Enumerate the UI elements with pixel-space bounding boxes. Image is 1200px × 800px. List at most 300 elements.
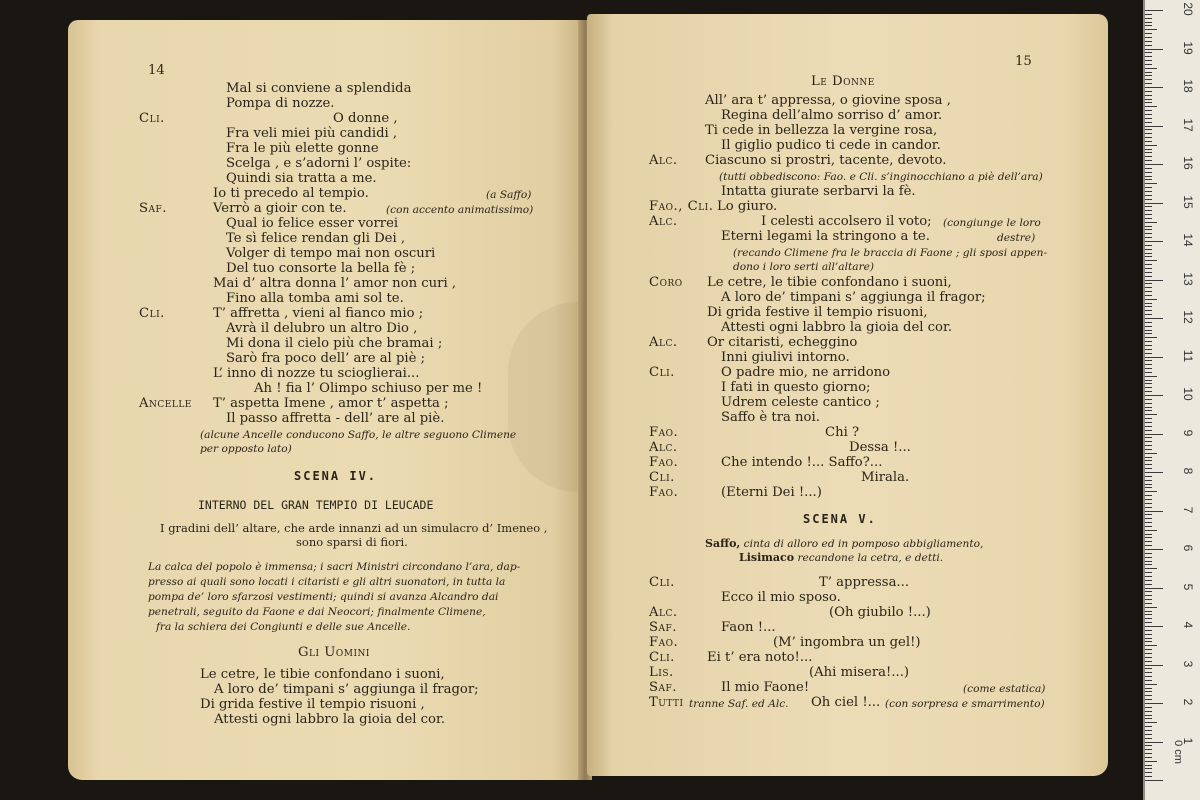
ruler-number: 12	[1181, 310, 1195, 324]
page-number-right: 15	[1015, 54, 1032, 69]
ruler-number: 9	[1181, 429, 1195, 436]
ruler-tick	[1145, 622, 1152, 623]
speaker-label: Cli.	[139, 111, 165, 126]
verse-line: I celesti accolsero il voto;	[761, 214, 932, 229]
ruler-tick	[1145, 645, 1157, 646]
ruler-tick	[1145, 187, 1152, 188]
ruler-tick	[1145, 272, 1152, 273]
ruler-tick	[1145, 29, 1157, 30]
setting-title: INTERNO DEL GRAN TEMPIO DI LEUCADE	[198, 498, 434, 512]
ruler-tick	[1145, 368, 1152, 369]
ruler-tick	[1145, 722, 1157, 723]
ruler-tick	[1145, 10, 1163, 11]
ruler-tick	[1145, 734, 1152, 735]
stage-direction: presso ai quali sono locati i citaristi e gli altri suonatori, in tutta la	[148, 576, 506, 588]
scene-desc-text: recandone la cetra, e detti.	[794, 552, 944, 564]
ruler-tick	[1145, 353, 1152, 354]
stage-direction: penetrali, seguito da Faone e dai Neocori; finalmente Climene,	[148, 606, 486, 618]
verse-line: Udrem celeste cantico ;	[721, 395, 880, 410]
speaker-label: Cli.	[649, 365, 675, 380]
ruler-tick	[1145, 414, 1157, 415]
speaker-label: Saf.	[649, 620, 677, 635]
scene-title: SCENA V.	[803, 512, 877, 526]
verse-line: Or citaristi, echeggino	[707, 335, 858, 350]
verse-line: Le cetre, le tibie confondano i suoni,	[707, 275, 952, 290]
ruler-tick	[1145, 772, 1152, 773]
ruler-tick	[1145, 572, 1152, 573]
chorus-line: Di grida festive il tempio risuoni ,	[200, 697, 425, 712]
ruler-tick	[1145, 164, 1163, 165]
ruler-tick	[1145, 641, 1152, 642]
ruler-tick	[1145, 237, 1152, 238]
speaker-label: Cli.	[139, 306, 165, 321]
verse-line: Eterni legami la stringono a te.	[721, 229, 930, 244]
ruler-number: 6	[1181, 544, 1195, 552]
ruler-tick	[1145, 630, 1152, 631]
ruler-tick	[1145, 72, 1152, 73]
ruler-tick	[1145, 172, 1152, 173]
ruler-tick	[1145, 295, 1152, 296]
ruler-tick	[1145, 391, 1152, 392]
ruler-tick	[1145, 133, 1152, 134]
verse-line: O padre mio, ne arridono	[721, 365, 891, 380]
ruler-tick	[1145, 599, 1152, 600]
ruler-tick	[1145, 380, 1152, 381]
ruler-tick	[1145, 757, 1152, 758]
ruler-tick	[1145, 765, 1152, 766]
stage-note: (con sorpresa e smarrimento)	[885, 698, 1045, 710]
ruler-tick	[1145, 591, 1152, 592]
ruler-tick	[1145, 245, 1152, 246]
ruler-tick	[1145, 672, 1152, 673]
ruler-tick	[1145, 549, 1163, 550]
ruler-tick	[1145, 668, 1152, 669]
ruler-tick	[1145, 534, 1152, 535]
ruler-number: 1	[1181, 737, 1195, 744]
speaker-label: Cli.	[649, 470, 675, 485]
ruler-number: 8	[1181, 467, 1195, 475]
verse-line: (M’ ingombra un gel!)	[773, 635, 921, 650]
ruler-tick	[1145, 326, 1152, 327]
speaker-label: Ancelle	[139, 396, 192, 411]
ruler-tick	[1145, 588, 1163, 589]
stage-direction: fra la schiera dei Congiunti e delle sue Ancelle.	[156, 621, 411, 633]
ruler-tick	[1145, 210, 1152, 211]
ruler-tick	[1145, 306, 1152, 307]
chorus-line: A loro de’ timpani s’ aggiunga il fragor;	[214, 682, 479, 697]
ruler-tick	[1145, 345, 1152, 346]
ruler-tick	[1145, 680, 1152, 681]
ruler-tick	[1145, 276, 1152, 277]
ruler-tick	[1145, 665, 1163, 666]
chorus-title: Gli Uomini	[298, 645, 370, 660]
verse-line: Mal si conviene a splendida	[226, 81, 412, 96]
right-page	[587, 14, 1108, 776]
verse-line: Fino alla tomba ami sol te.	[226, 291, 404, 306]
setting-desc: I gradini dell’ altare, che arde innanzi ad un simulacro d’ Imeneo ,	[160, 521, 548, 535]
ruler-tick	[1145, 22, 1152, 23]
stage-note: (recando Climene fra le braccia di Faone ; gli sposi appen-	[733, 247, 1048, 259]
ruler-tick	[1145, 102, 1152, 103]
verse-line: Del tuo consorte la bella fè ;	[226, 261, 416, 276]
ruler-tick	[1145, 399, 1152, 400]
ruler-number: 7	[1181, 506, 1195, 513]
ruler-tick	[1145, 418, 1152, 419]
ruler-tick	[1145, 56, 1152, 57]
ruler-tick	[1145, 657, 1152, 658]
ruler-tick	[1145, 476, 1152, 477]
ruler-tick	[1145, 653, 1152, 654]
ruler-tick	[1145, 584, 1152, 585]
ruler-tick	[1145, 126, 1163, 127]
ruler-tick	[1145, 191, 1152, 192]
verse-line: Quindi sia tratta a me.	[226, 171, 377, 186]
ruler-number: 15	[1181, 194, 1195, 209]
ruler-tick	[1145, 160, 1152, 161]
ruler-tick	[1145, 607, 1157, 608]
ruler-tick	[1145, 226, 1152, 227]
ruler-tick	[1145, 441, 1152, 442]
ruler-tick	[1145, 206, 1152, 207]
verse-line: Oh ciel !...	[811, 695, 881, 710]
ruler-tick	[1145, 511, 1163, 512]
ruler-tick	[1145, 33, 1152, 34]
ruler-tick	[1145, 761, 1157, 762]
ruler-tick	[1145, 256, 1152, 257]
ruler-tick	[1145, 545, 1152, 546]
ruler-tick	[1145, 491, 1157, 492]
ruler-tick	[1145, 749, 1152, 750]
ruler-tick	[1145, 568, 1157, 569]
setting-desc: sono sparsi di fiori.	[296, 535, 408, 549]
verse-line: Scelga , e s’adorni l’ ospite:	[226, 156, 412, 171]
ruler-tick	[1145, 387, 1152, 388]
verse-line: Mi dona il cielo più che bramai ;	[226, 336, 443, 351]
ruler-tick	[1145, 649, 1152, 650]
ruler-tick	[1145, 395, 1163, 396]
ruler-tick	[1145, 314, 1152, 315]
ruler-tick	[1145, 426, 1152, 427]
ruler-tick	[1145, 407, 1152, 408]
verse-line: Te sì felice rendan gli Dei ,	[226, 231, 406, 246]
verse-line: Inni giulivi intorno.	[721, 350, 850, 365]
scene-desc-text: cinta di alloro ed in pomposo abbigliamento,	[740, 538, 984, 550]
stage-direction: La calca del popolo è immensa; i sacri Ministri circondano l’ara, dap-	[148, 561, 521, 573]
ruler-number: 14	[1181, 233, 1195, 247]
ruler-tick	[1145, 507, 1152, 508]
ruler-tick	[1145, 91, 1152, 92]
speaker-label: Lis.	[649, 665, 674, 680]
stage-note: (con accento animatissimo)	[386, 204, 534, 216]
verse-line: Regina dell’almo sorriso d’ amor.	[721, 108, 943, 123]
ruler-number: 2	[1181, 698, 1195, 706]
ruler-tick	[1145, 137, 1152, 138]
ruler-tick	[1145, 695, 1152, 696]
ruler-tick	[1145, 626, 1163, 627]
chorus-line: Attesti ogni labbro la gioia del cor.	[214, 712, 446, 727]
ruler-tick	[1145, 357, 1163, 358]
ruler-tick	[1145, 530, 1157, 531]
ruler-tick	[1145, 303, 1152, 304]
speaker-label: Tutti	[649, 695, 684, 710]
ruler-tick	[1145, 580, 1152, 581]
ruler-tick	[1145, 460, 1152, 461]
verse-line: T’ appressa...	[819, 575, 910, 590]
ruler-number: 18	[1181, 79, 1195, 93]
ruler-number: 11	[1181, 349, 1195, 362]
ruler-tick	[1145, 776, 1152, 777]
verse-line: Dessa !...	[849, 440, 911, 455]
speaker-label: Alc.	[649, 605, 678, 620]
ruler-tick	[1145, 322, 1152, 323]
scene-desc	[739, 550, 943, 566]
ruler-tick	[1145, 422, 1152, 423]
speaker-label: Cli.	[649, 650, 675, 665]
ruler-tick	[1145, 676, 1152, 677]
ruler-tick	[1145, 218, 1152, 219]
ruler-tick	[1145, 745, 1152, 746]
stage-direction: per opposto lato)	[200, 443, 292, 455]
ruler-tick	[1145, 564, 1152, 565]
ruler-tick	[1145, 688, 1152, 689]
verse-line: Saffo è tra noi.	[721, 410, 820, 425]
ruler-number: 3	[1181, 660, 1195, 667]
ruler-tick	[1145, 383, 1152, 384]
ruler-tick	[1145, 707, 1152, 708]
ruler-tick	[1145, 445, 1152, 446]
ruler-tick	[1145, 376, 1157, 377]
ruler-tick	[1145, 264, 1152, 265]
ruler-tick	[1145, 337, 1157, 338]
ruler-tick	[1145, 553, 1152, 554]
ruler-tick	[1145, 526, 1152, 527]
ruler-tick	[1145, 468, 1152, 469]
stage-direction: pompa de’ loro sfarzosi vestimenti; quindi si avanza Alcandro dai	[148, 591, 499, 603]
speaker-label: Saf.	[139, 201, 167, 216]
character-name: Saffo,	[705, 537, 741, 550]
ruler-tick	[1145, 611, 1152, 612]
library-watermark	[508, 302, 583, 492]
verse-line: T’ affretta , vieni al fianco mio ;	[213, 306, 424, 321]
ruler-tick	[1145, 129, 1152, 130]
ruler-tick	[1145, 691, 1152, 692]
speaker-label: Fao., Cli.	[649, 199, 714, 214]
ruler-tick	[1145, 14, 1152, 15]
speaker-label: Coro	[649, 275, 683, 290]
ruler-tick	[1145, 222, 1157, 223]
ruler-tick	[1145, 156, 1152, 157]
verse-line: Ecco il mio sposo.	[721, 590, 841, 605]
ruler-tick	[1145, 372, 1152, 373]
ruler-tick	[1145, 149, 1152, 150]
ruler-tick	[1145, 199, 1152, 200]
ruler-number: 17	[1181, 117, 1195, 132]
verse-line: A loro de’ timpani s’ aggiunga il fragor;	[721, 290, 986, 305]
character-name: Lisimaco	[739, 551, 795, 564]
verse-line: I fati in questo giorno;	[721, 380, 871, 395]
page-number-left: 14	[148, 63, 165, 78]
ruler-tick	[1145, 434, 1163, 435]
verse-line: Ah ! fia l’ Olimpo schiuso per me !	[254, 381, 483, 396]
ruler-tick	[1145, 299, 1157, 300]
ruler-tick	[1145, 195, 1152, 196]
ruler-tick	[1145, 268, 1152, 269]
speaker-label: Alc.	[649, 440, 678, 455]
ruler-tick	[1145, 484, 1152, 485]
ruler-tick	[1145, 118, 1152, 119]
ruler-tick	[1145, 403, 1152, 404]
speaker-label: Saf.	[649, 680, 677, 695]
ruler-tick	[1145, 618, 1152, 619]
ruler-tick	[1145, 83, 1152, 84]
verse-line: Ti cede in bellezza la vergine rosa,	[705, 123, 938, 138]
verse-line: Fra le più elette gonne	[226, 141, 379, 156]
ruler-unit: 0 cm	[1171, 740, 1184, 764]
verse-line: (Ahi misera!...)	[809, 665, 910, 680]
ruler-tick	[1145, 45, 1152, 46]
verse-line: Il giglio pudico ti cede in candor.	[721, 138, 941, 153]
ruler-tick	[1145, 464, 1152, 465]
stage-note: (congiunge le loro	[943, 217, 1041, 229]
stage-note: (tutti obbediscono: Fao. e Cli. s’inginocchiano a piè dell’ara)	[719, 171, 1043, 183]
ruler-tick	[1145, 333, 1152, 334]
ruler-tick	[1145, 87, 1163, 88]
speaker-label: Alc.	[649, 335, 678, 350]
ruler-tick	[1145, 457, 1152, 458]
ruler-tick	[1145, 603, 1152, 604]
ruler-tick	[1145, 738, 1152, 739]
verse-line: Sarò fra poco dell’ are al piè ;	[226, 351, 426, 366]
ruler-tick	[1145, 280, 1163, 281]
ruler-tick	[1145, 233, 1152, 234]
ruler-tick	[1145, 64, 1152, 65]
ruler-number: 5	[1181, 583, 1195, 590]
ruler-tick	[1145, 68, 1157, 69]
ruler-tick	[1145, 595, 1152, 596]
ruler-tick	[1145, 718, 1152, 719]
ruler-tick	[1145, 472, 1163, 473]
ruler-tick	[1145, 430, 1152, 431]
verse-line: Volger di tempo mai non oscuri	[226, 246, 436, 261]
ruler-tick	[1145, 330, 1152, 331]
ruler-tick	[1145, 780, 1163, 781]
ruler-tick	[1145, 514, 1152, 515]
stage-note: (a Saffo)	[486, 189, 532, 201]
ruler-tick	[1145, 576, 1152, 577]
ruler-tick	[1145, 715, 1152, 716]
ruler-tick	[1145, 449, 1152, 450]
ruler-tick	[1145, 60, 1152, 61]
verse-line: Avrà il delubro un altro Dio ,	[226, 321, 418, 336]
ruler-number: 4	[1181, 621, 1195, 629]
ruler-tick	[1145, 176, 1152, 177]
speaker-label: Alc.	[649, 153, 678, 168]
verse-line: Il mio Faone!	[721, 680, 810, 695]
speaker-label: Alc.	[649, 214, 678, 229]
chorus-title: Le Donne	[811, 74, 875, 89]
ruler-tick	[1145, 291, 1152, 292]
ruler-tick	[1145, 114, 1152, 115]
ruler-tick	[1145, 37, 1152, 38]
ruler-tick	[1145, 437, 1152, 438]
ruler-number: 20	[1181, 2, 1195, 16]
verse-line: T’ aspetta Imene , amor t’ aspetta ;	[213, 396, 449, 411]
ruler-tick	[1145, 106, 1157, 107]
ruler-tick	[1145, 699, 1152, 700]
ruler-tick	[1145, 18, 1152, 19]
verse-line: Il passo affretta - dell’ are al piè.	[226, 411, 445, 426]
ruler-tick	[1145, 410, 1152, 411]
ruler-tick	[1145, 95, 1152, 96]
speaker-label: Fao.	[649, 425, 679, 440]
ruler-tick	[1145, 25, 1152, 26]
ruler-tick	[1145, 203, 1163, 204]
verse-line: Lo giuro.	[717, 199, 778, 214]
verse-line: Pompa di nozze.	[226, 96, 335, 111]
verse-line: All’ ara t’ appressa, o giovine sposa ,	[705, 93, 951, 108]
stage-note: tranne Saf. ed Alc.	[689, 698, 789, 710]
ruler-tick	[1145, 634, 1152, 635]
ruler-tick	[1145, 557, 1152, 558]
ruler-tick	[1145, 638, 1152, 639]
ruler-tick	[1145, 152, 1152, 153]
ruler-tick	[1145, 768, 1152, 769]
ruler-tick	[1145, 99, 1152, 100]
ruler-number: 16	[1181, 156, 1195, 170]
ruler-tick	[1145, 241, 1163, 242]
verse-line: Io ti precedo al tempio.	[213, 186, 369, 201]
ruler-tick	[1145, 168, 1152, 169]
ruler-tick	[1145, 730, 1152, 731]
ruler-tick	[1145, 614, 1152, 615]
verse-line: Che intendo !... Saffo?...	[721, 455, 883, 470]
ruler-tick	[1145, 518, 1152, 519]
verse-line: Verrò a gioir con te.	[213, 201, 347, 216]
speaker-label: Fao.	[649, 635, 679, 650]
ruler-number: 19	[1181, 40, 1195, 55]
chorus-line: Le cetre, le tibie confondano i suoni,	[200, 667, 445, 682]
ruler-tick	[1145, 711, 1152, 712]
ruler-tick	[1145, 360, 1152, 361]
verse-line: O donne ,	[333, 111, 398, 126]
ruler-tick	[1145, 561, 1152, 562]
ruler-tick	[1145, 349, 1152, 350]
ruler-tick	[1145, 487, 1152, 488]
ruler-tick	[1145, 318, 1163, 319]
ruler-tick	[1145, 75, 1152, 76]
ruler-tick	[1145, 499, 1152, 500]
ruler-number: 13	[1181, 271, 1195, 286]
ruler-tick	[1145, 110, 1152, 111]
ruler-tick	[1145, 310, 1152, 311]
stage-note: dono i loro serti all’altare)	[733, 261, 875, 273]
verse-line: (Eterni Dei !...)	[721, 485, 822, 500]
verse-line: Faon !...	[721, 620, 776, 635]
verse-line: Intatta giurate serbarvi la fè.	[721, 184, 916, 199]
ruler-tick	[1145, 480, 1152, 481]
ruler-tick	[1145, 742, 1163, 743]
ruler-tick	[1145, 287, 1152, 288]
ruler-tick	[1145, 753, 1152, 754]
ruler-tick	[1145, 214, 1152, 215]
ruler-tick	[1145, 453, 1157, 454]
ruler-tick	[1145, 253, 1152, 254]
verse-line: L’ inno di nozze tu scioglierai...	[213, 366, 420, 381]
ruler-tick	[1145, 229, 1152, 230]
ruler-tick	[1145, 179, 1152, 180]
ruler-tick	[1145, 52, 1152, 53]
stage-note: destre)	[997, 232, 1036, 244]
